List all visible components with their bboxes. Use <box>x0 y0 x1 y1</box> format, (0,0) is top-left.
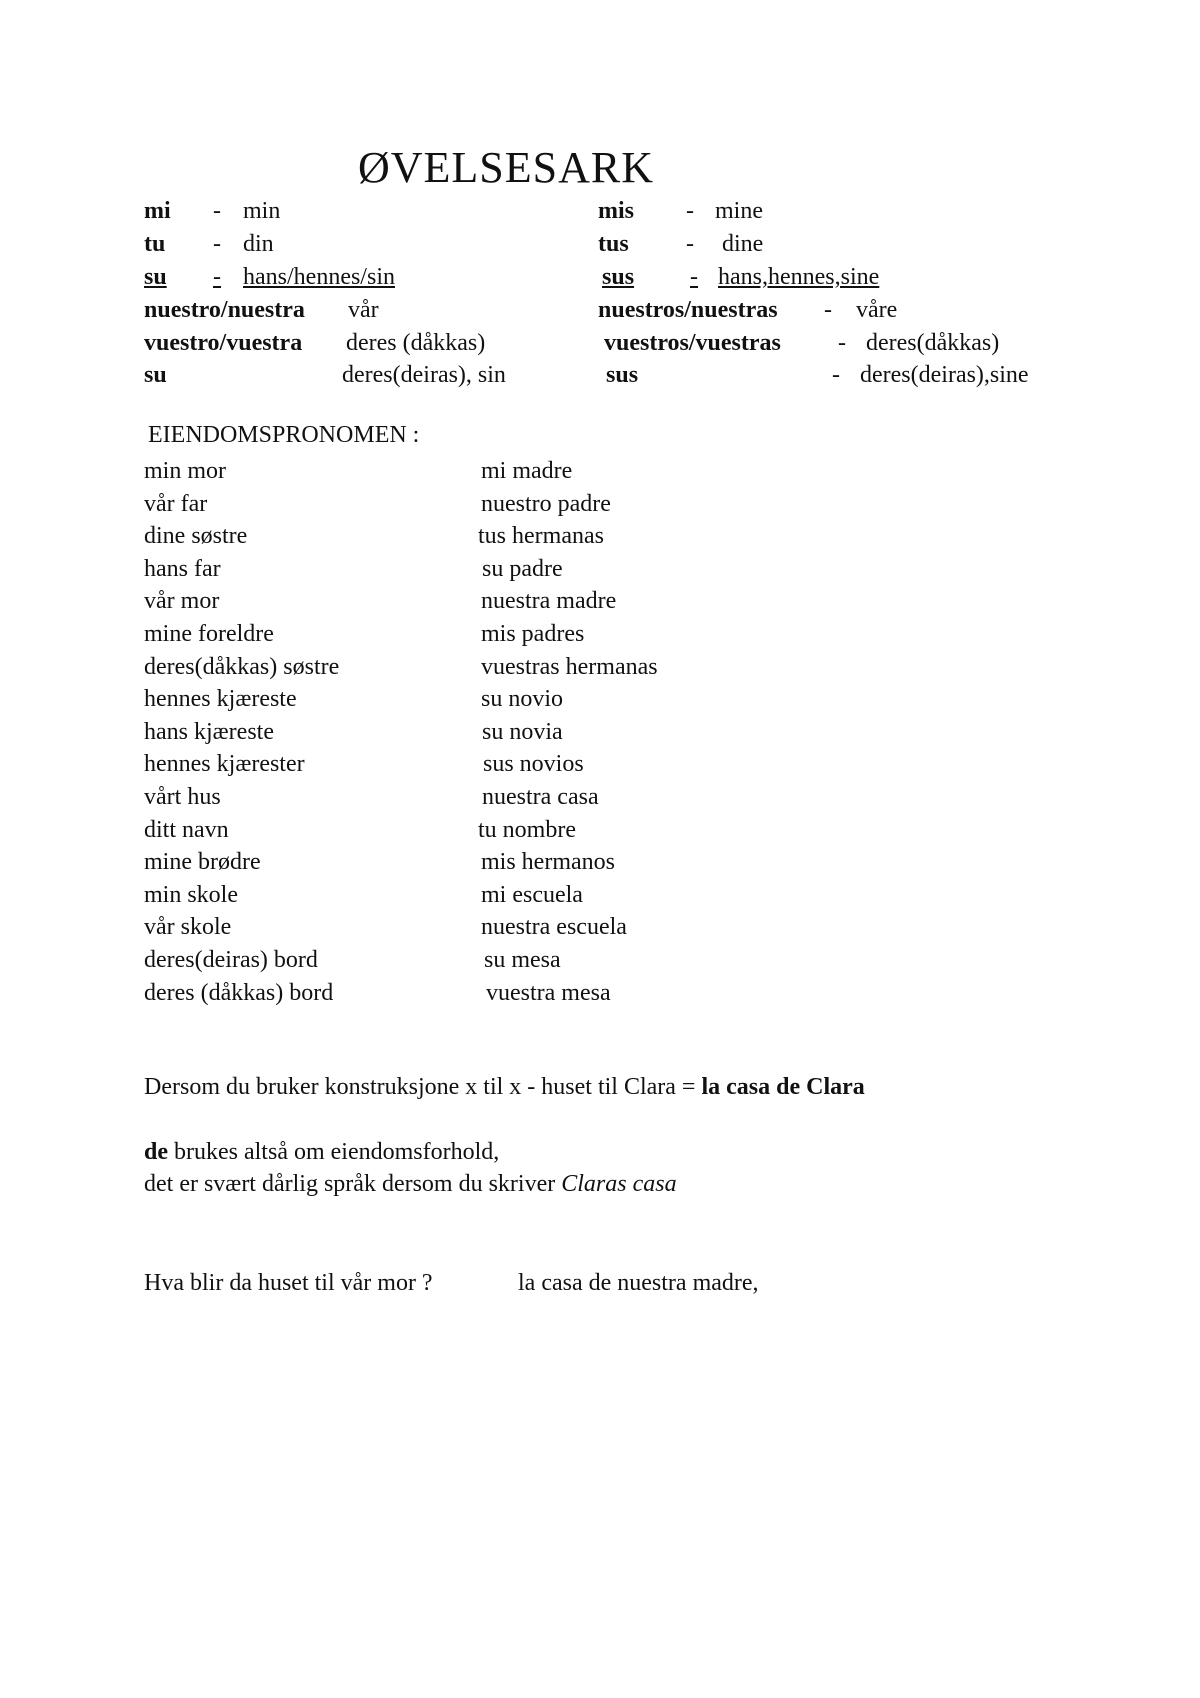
vocab-spanish: sus novios <box>483 751 584 778</box>
vocab-spanish: su mesa <box>484 947 561 973</box>
pronoun-norwegian: din <box>243 231 274 257</box>
pronoun-dash: - <box>213 264 221 290</box>
note-construction <box>144 1072 865 1102</box>
question-text: Hva blir da huset til vår mor ? <box>144 1270 433 1296</box>
pronoun-norwegian: deres(deiras), sin <box>342 362 506 388</box>
answer-line <box>518 1268 759 1298</box>
pronoun-plural-norwegian: deres(dåkkas) <box>866 330 1000 356</box>
pronoun-dash: - <box>213 198 221 224</box>
vocab-norwegian: deres (dåkkas) bord <box>144 979 334 1006</box>
pronoun-plural-dash: - <box>832 362 840 388</box>
pronoun-plural-spanish: sus <box>602 264 635 290</box>
vocab-spanish: vuestra mesa <box>486 979 611 1006</box>
vocab-norwegian: min skole <box>144 881 238 908</box>
pronoun-plural-norwegian: hans,hennes,sine <box>718 264 880 290</box>
pronoun-spanish: su <box>144 362 167 388</box>
pronoun-norwegian: deres (dåkkas) <box>346 330 486 356</box>
pronoun-plural-spanish: mis <box>598 198 634 224</box>
pronoun-plural-spanish: vuestros/vuestras <box>604 330 781 356</box>
pronoun-spanish: vuestro/vuestra <box>144 330 303 356</box>
pronoun-dash: - <box>213 231 221 257</box>
pronoun-norwegian: min <box>243 198 281 224</box>
vocab-spanish: mis padres <box>481 621 585 647</box>
pronoun-norwegian: vår <box>348 297 379 323</box>
note-de-word: de <box>144 1139 168 1165</box>
pronoun-spanish: su <box>144 264 167 290</box>
vocab-norwegian: mine foreldre <box>144 621 274 647</box>
pronoun-plural-dash: - <box>838 330 846 356</box>
pronoun-plural-dash: - <box>686 198 694 224</box>
vocab-spanish: mis hermanos <box>481 849 615 876</box>
vocab-norwegian: min mor <box>144 458 226 484</box>
vocab-norwegian: hans far <box>144 555 221 582</box>
answer-text: la casa de nuestra madre, <box>518 1270 759 1296</box>
vocab-spanish: su novia <box>482 718 563 745</box>
vocab-norwegian: deres(dåkkas) søstre <box>144 653 340 680</box>
vocab-norwegian: vårt hus <box>144 784 221 810</box>
vocab-norwegian: dine søstre <box>144 523 248 550</box>
pronoun-plural-norwegian: deres(deiras),sine <box>860 362 1029 388</box>
note-de-text: brukes altså om eiendomsforhold, <box>168 1139 500 1165</box>
pronoun-plural-dash: - <box>824 297 832 323</box>
vocab-spanish: nuestro padre <box>481 490 611 517</box>
vocab-norwegian: hennes kjærester <box>144 751 305 778</box>
vocab-spanish: nuestra escuela <box>481 914 627 941</box>
page-title: ØVELSESARK <box>358 143 655 192</box>
vocab-spanish: vuestras hermanas <box>481 653 658 680</box>
vocab-spanish: mi madre <box>481 458 573 484</box>
note-bad-language-example: Claras casa <box>561 1171 677 1197</box>
vocab-norwegian: deres(deiras) bord <box>144 947 318 973</box>
vocab-spanish: tus hermanas <box>478 523 604 550</box>
vocab-spanish: mi escuela <box>481 881 583 908</box>
pronoun-plural-spanish: tus <box>598 231 629 257</box>
vocab-norwegian: vår far <box>144 490 208 517</box>
vocab-spanish: tu nombre <box>478 816 576 843</box>
note-de <box>144 1137 499 1167</box>
vocab-norwegian: hennes kjæreste <box>144 686 297 713</box>
vocab-norwegian: ditt navn <box>144 816 229 843</box>
pronoun-plural-norwegian: mine <box>715 198 763 224</box>
vocab-norwegian: vår skole <box>144 914 232 941</box>
note-construction-example: la casa de Clara <box>701 1074 865 1100</box>
pronoun-plural-norwegian: dine <box>722 231 764 257</box>
pronoun-plural-dash: - <box>686 231 694 257</box>
pronoun-plural-dash: - <box>690 264 698 290</box>
pronoun-plural-spanish: nuestros/nuestras <box>598 297 778 323</box>
vocab-spanish: su padre <box>482 555 563 582</box>
pronoun-norwegian: hans/hennes/sin <box>243 264 395 290</box>
vocab-norwegian: vår mor <box>144 588 220 615</box>
pronoun-spanish: mi <box>144 198 171 224</box>
pronoun-spanish: tu <box>144 231 166 257</box>
note-bad-language-text: det er svært dårlig språk dersom du skriver <box>144 1171 562 1197</box>
question-line <box>144 1268 433 1298</box>
section-heading: EIENDOMSPRONOMEN : <box>148 422 420 448</box>
vocab-spanish: nuestra casa <box>482 784 599 810</box>
vocab-spanish: nuestra madre <box>481 588 617 615</box>
vocab-spanish: su novio <box>481 686 564 713</box>
pronoun-plural-norwegian: våre <box>856 297 898 323</box>
pronoun-spanish: nuestro/nuestra <box>144 297 305 323</box>
note-construction-text: Dersom du bruker konstruksjone x til x - huset til Clara = <box>144 1074 702 1100</box>
vocab-norwegian: hans kjæreste <box>144 718 274 745</box>
pronoun-plural-spanish: sus <box>606 362 639 388</box>
note-bad-language <box>144 1169 677 1199</box>
vocab-norwegian: mine brødre <box>144 849 261 876</box>
